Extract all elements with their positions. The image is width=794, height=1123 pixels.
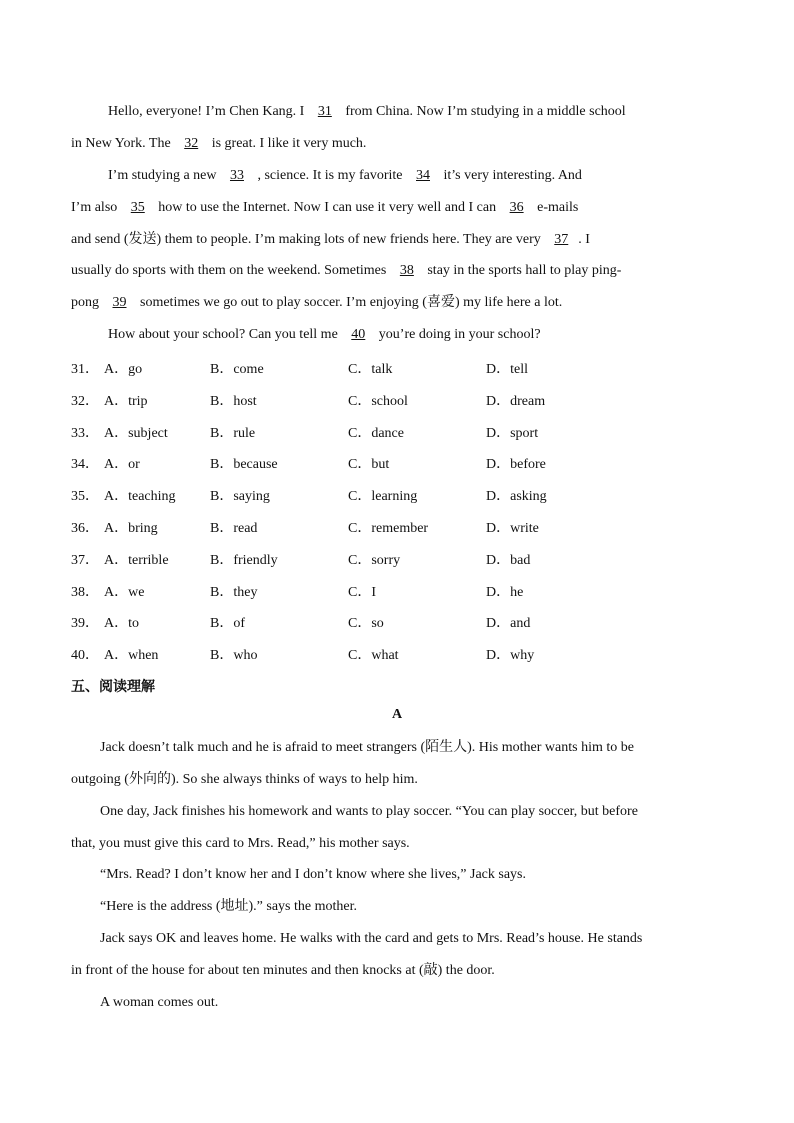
option-a: A．subject: [104, 426, 168, 441]
option-c: C．what: [348, 648, 399, 663]
question-number: 40．: [71, 648, 99, 663]
question-number: 34．: [71, 457, 99, 472]
option-row: [71, 581, 631, 599]
cloze-text: , science. It is my favorite: [253, 168, 406, 183]
option-d: D．sport: [486, 426, 539, 441]
option-row: [71, 485, 631, 503]
option-c: C．so: [348, 616, 384, 631]
blank-32: 32: [184, 136, 199, 151]
question-number: 37．: [71, 553, 99, 568]
option-d: D．bad: [486, 553, 531, 568]
cloze-line: [108, 167, 758, 185]
blank-31: 31: [317, 104, 332, 119]
question-number: 33．: [71, 426, 99, 441]
cloze-text: in New York. The: [71, 136, 175, 151]
option-a: A．to: [104, 616, 139, 631]
cloze-line: [108, 326, 758, 344]
option-d: D．asking: [486, 489, 547, 504]
cloze-text: sometimes we go out to play soccer. I’m enjoying (喜爱) my life here a lot.: [136, 295, 563, 310]
cloze-text: usually do sports with them on the weekend. Sometimes: [71, 263, 390, 278]
reading-line: in front of the house for about ten minutes and then knocks at (敲) the door.: [71, 963, 495, 978]
reading-line: Jack doesn’t talk much and he is afraid to meet strangers (陌生人). His mother wants him to be: [100, 740, 634, 755]
question-number: 35．: [71, 489, 99, 504]
option-b: B．who: [210, 648, 258, 663]
question-number: 32．: [71, 394, 99, 409]
blank-38: 38: [399, 263, 414, 278]
blank-35: 35: [130, 200, 145, 215]
cloze-text: how to use the Internet. Now I can use it very well and I can: [154, 200, 500, 215]
option-d: D．write: [486, 521, 539, 536]
option-row: [71, 453, 631, 471]
option-row: [71, 517, 631, 535]
cloze-text: from China. Now I’m studying in a middle school: [341, 104, 626, 119]
question-number: 31．: [71, 362, 99, 377]
option-row: [71, 612, 631, 630]
option-row: [71, 358, 631, 376]
cloze-line: [71, 231, 721, 249]
blank-39: 39: [112, 295, 127, 310]
option-b: B．host: [210, 394, 257, 409]
reading-line: that, you must give this card to Mrs. Read,” his mother says.: [71, 836, 410, 851]
cloze-line: [71, 199, 721, 217]
option-a: A．go: [104, 362, 143, 377]
cloze-text: it’s very interesting. And: [440, 168, 582, 183]
option-d: D．before: [486, 457, 546, 472]
option-b: B．because: [210, 457, 278, 472]
option-c: C．talk: [348, 362, 393, 377]
option-c: C．sorry: [348, 553, 401, 568]
option-b: B．of: [210, 616, 245, 631]
blank-33: 33: [229, 168, 244, 183]
section-heading: 五、阅读理解: [71, 679, 155, 695]
question-number: 39．: [71, 616, 99, 631]
option-c: C．remember: [348, 521, 429, 536]
cloze-text: is great. I like it very much.: [208, 136, 367, 151]
option-b: B．read: [210, 521, 258, 536]
option-c: C．learning: [348, 489, 418, 504]
cloze-line: [108, 103, 758, 121]
cloze-line: [71, 135, 721, 153]
reading-line: “Here is the address (地址).” says the mother.: [100, 899, 357, 914]
cloze-text: pong: [71, 295, 103, 310]
blank-40: 40: [351, 327, 366, 342]
option-row: [71, 644, 631, 662]
option-row: [71, 422, 631, 440]
option-b: B．they: [210, 585, 258, 600]
reading-line: Jack says OK and leaves home. He walks with the card and gets to Mrs. Read’s house. He stands: [100, 931, 643, 946]
option-a: A．trip: [104, 394, 148, 409]
cloze-text: How about your school? Can you tell me: [108, 327, 342, 342]
reading-line: “Mrs. Read? I don’t know her and I don’t know where she lives,” Jack says.: [100, 867, 526, 882]
cloze-line: [71, 294, 721, 312]
cloze-text: . I: [578, 232, 590, 247]
cloze-text: I’m studying a new: [108, 168, 220, 183]
option-b: B．rule: [210, 426, 256, 441]
reading-line: outgoing (外向的). So she always thinks of ways to help him.: [71, 772, 418, 787]
passage-title: A: [391, 707, 403, 722]
reading-line: A woman comes out.: [100, 995, 219, 1010]
option-a: A．teaching: [104, 489, 176, 504]
option-b: B．friendly: [210, 553, 278, 568]
option-a: A．terrible: [104, 553, 169, 568]
option-row: [71, 390, 631, 408]
option-b: B．come: [210, 362, 264, 377]
question-number: 36．: [71, 521, 99, 536]
cloze-text: stay in the sports hall to play ping-: [423, 263, 622, 278]
option-c: C．I: [348, 585, 376, 600]
option-c: C．school: [348, 394, 408, 409]
blank-36: 36: [509, 200, 524, 215]
option-d: D．tell: [486, 362, 528, 377]
option-d: D．he: [486, 585, 524, 600]
option-a: A．we: [104, 585, 145, 600]
cloze-text: e-mails: [533, 200, 579, 215]
cloze-text: you’re doing in your school?: [375, 327, 541, 342]
option-d: D．dream: [486, 394, 546, 409]
option-c: C．but: [348, 457, 390, 472]
cloze-text: and send (发送) them to people. I’m making lots of new friends here. They are very: [71, 232, 545, 247]
option-row: [71, 549, 631, 567]
option-a: A．when: [104, 648, 159, 663]
option-c: C．dance: [348, 426, 404, 441]
question-number: 38．: [71, 585, 99, 600]
option-a: A．bring: [104, 521, 158, 536]
blank-34: 34: [416, 168, 430, 183]
option-d: D．and: [486, 616, 531, 631]
reading-line: One day, Jack finishes his homework and wants to play soccer. “You can play soccer, but before: [100, 804, 638, 819]
option-d: D．why: [486, 648, 535, 663]
cloze-text: I’m also: [71, 200, 121, 215]
cloze-line: [71, 262, 721, 280]
option-b: B．saying: [210, 489, 270, 504]
cloze-text: Hello, everyone! I’m Chen Kang. I: [108, 104, 308, 119]
option-a: A．or: [104, 457, 140, 472]
blank-37: 37: [554, 232, 569, 247]
